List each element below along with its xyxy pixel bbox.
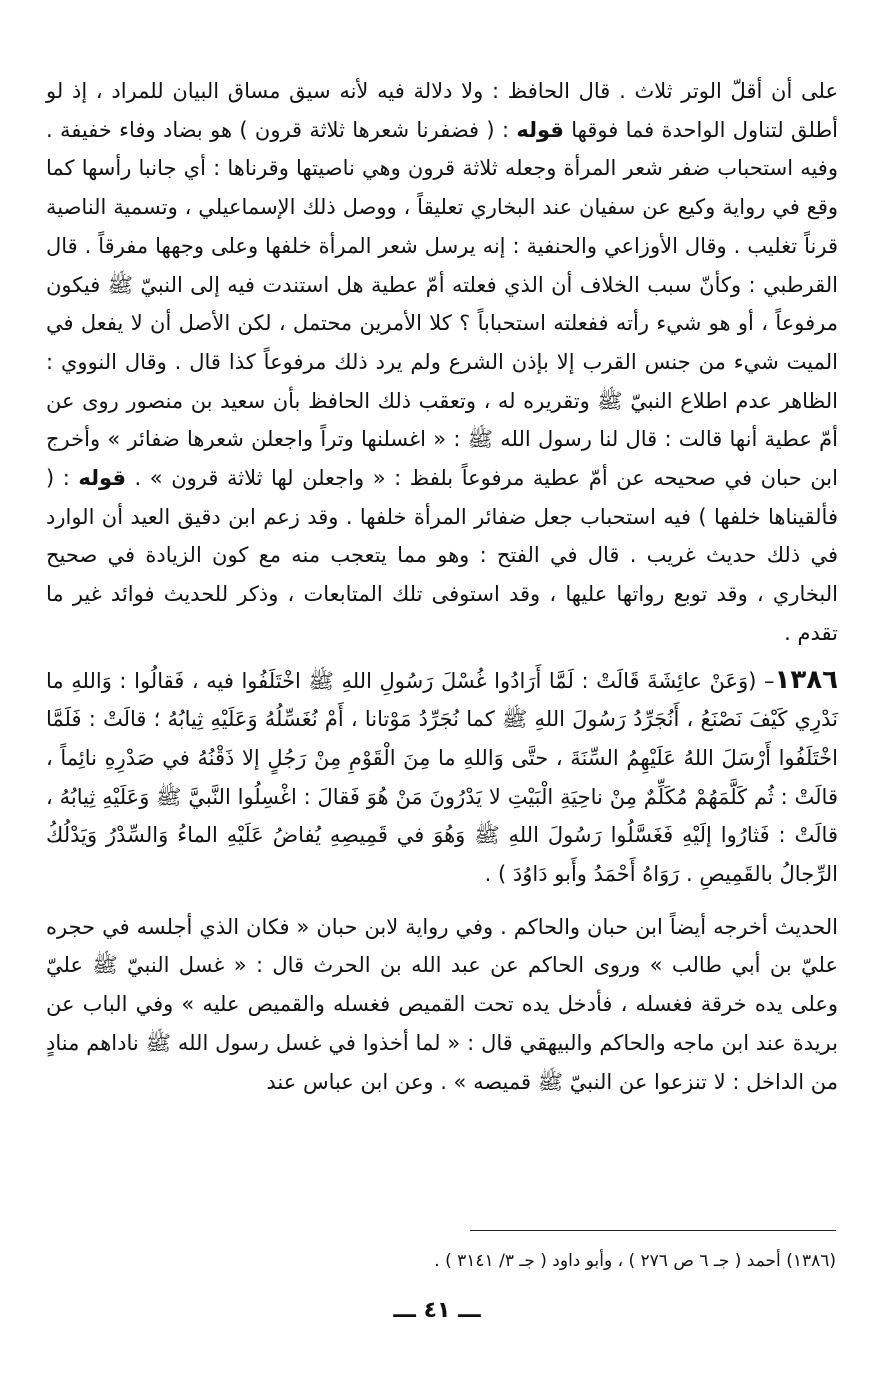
- keyword-qawluhu: قوله: [516, 117, 564, 142]
- commentary-text: على أن أقلّ الوتر ثلاث . قال الحافظ : ولا دلالة فيه لأنه سيق مساق البيان للمراد ، إذ لو أطلق لتناول الواحدة فما فوقها: [46, 79, 839, 142]
- hadith-paragraph: [46, 661, 838, 894]
- hadith-text: (وَعَنْ عائِشَةَ قَالَتْ : لَمَّا أَرَادُوا غُسْلَ رَسُولِ اللهِ ﷺ اخْتَلَفُوا فيه ، فَقالُوا : وَاللهِ ما نَدْرِي كَيْفَ نَصْنَعُ ، أَنُجَرِّدُ رَسُولَ اللهِ ﷺ كما نُجَرِّدُ مَوْتانا ، أَمْ نُغَسِّلُهُ وَعَلَيْهِ ثِيابُهُ ؛ قالَتْ : فَلَمَّا اخْتَلَفُوا أَرْسَلَ اللهُ عَلَيْهِمُ السِّنَةَ ، حتَّى وَاللهِ ما مِنَ الْقَوْمِ مِنْ رَجُلٍ إلا ذَقْنُهُ في صَدْرِهِ نائِماً ، قالَتْ : ثُم كَلَّمَهُمْ مُكَلِّمٌ مِنْ ناحِيَةِ الْبَيْتِ لا يَدْرُونَ مَنْ هُوَ فَقالَ : اغْسِلُوا النَّبيَّ ﷺ وَعَلَيْهِ ثِيابُهُ ، قالَتْ : فَثارُوا إلَيْهِ فَغَسَّلُوا رَسُولَ اللهِ ﷺ وَهُوَ في قَمِيصِهِ يُفاضُ عَلَيْهِ الماءُ وَالسِّدْرُ وَيَدْلُكُ الرِّجالُ بالقَمِيصِ . رَوَاهُ أَحْمَدُ وأَبو دَاوُدَ ) .: [46, 668, 838, 887]
- commentary-text: : ( فألقيناها خلفها ) فيه استحباب جعل ضفائر المرأة خلفها . وقد زعم ابن دقيق العيد أن الوارد في ذلك حديث غريب . قال في الفتح : وهو مما يتعجب منه مع كون الزيادة في صحيح البخاري ، وقد توبع رواتها عليها ، وقد استوفى تلك المتابعات ، وذكر للحديث فوائد غير ما تقدم .: [46, 466, 838, 645]
- footnote: (١٣٨٦) أحمد ( جـ ٦ ص ٢٧٦ ) ، وأبو داود ( جـ ٣/ ٣١٤١ ) .: [434, 1251, 836, 1271]
- keyword-qawluhu: قوله: [78, 466, 126, 491]
- hadith-dash: –: [756, 668, 775, 693]
- hadith-number: ١٣٨٦: [774, 664, 838, 695]
- page-number: ـــ ٤١ ـــ: [393, 1298, 481, 1323]
- commentary-text: : ( فضفرنا شعرها ثلاثة قرون ) هو بضاد وفاء خفيفة . وفيه استحباب ضفر شعر المرأة وجعله ثلاثة قرون وهي ناصيتها وقرناها : أي جانبا رأسها كما وقع في رواية وكيع عن سفيان عند البخاري تعليقاً ، ووصل ذلك الإسماعيلي ، وتسمية الناصية قرناً تغليب . وقال الأوزاعي والحنفية : إنه يرسل شعر المرأة خلفها وعلى وجهها مفرقاً . قال القرطبي : وكأنّ سبب الخلاف أن الذي فعلته أمّ عطية هل استندت فيه إلى النبيّ ﷺ فيكون مرفوعاً ، أو هو شيء رأته ففعلته استحباباً ؟ كلا الأمرين محتمل ، لكن الأصل أن لا يفعل في الميت شيء من جنس القرب إلا بإذن الشرع ولم يرد ذلك مرفوعاً كذا قال . وقال النووي : الظاهر عدم اطلاع النبيّ ﷺ وتقريره له ، وتعقب ذلك الحافظ بأن سعيد بن منصور روى عن أمّ عطية أنها قالت : قال لنا رسول الله ﷺ : « اغسلنها وتراً واجعلن شعرها ضفائر » وأخرج ابن حبان في صحيحه عن أمّ عطية مرفوعاً بلفظ : « واجعلن لها ثلاثة قرون » .: [46, 117, 838, 491]
- page-body: [46, 72, 838, 1101]
- footnote-divider: [470, 1230, 836, 1231]
- commentary-paragraph-2: الحديث أخرجه أيضاً ابن حبان والحاكم . وفي رواية لابن حبان « فكان الذي أجلسه في حجره عليّ بن أبي طالب » وروى الحاكم عن عبد الله بن الحرث قال : « غسل النبيّ ﷺ عليّ وعلى يده خرقة فغسله ، فأدخل يده تحت القميص فغسله والقميص عليه » وفي الباب عن بريدة عند ابن ماجه والحاكم والبيهقي قال : « لما أخذوا في غسل رسول الله ﷺ ناداهم منادٍ من الداخل : لا تنزعوا عن النبيّ ﷺ قميصه » . وعن ابن عباس عند: [46, 914, 838, 1094]
- commentary-paragraph-1: [46, 72, 838, 653]
